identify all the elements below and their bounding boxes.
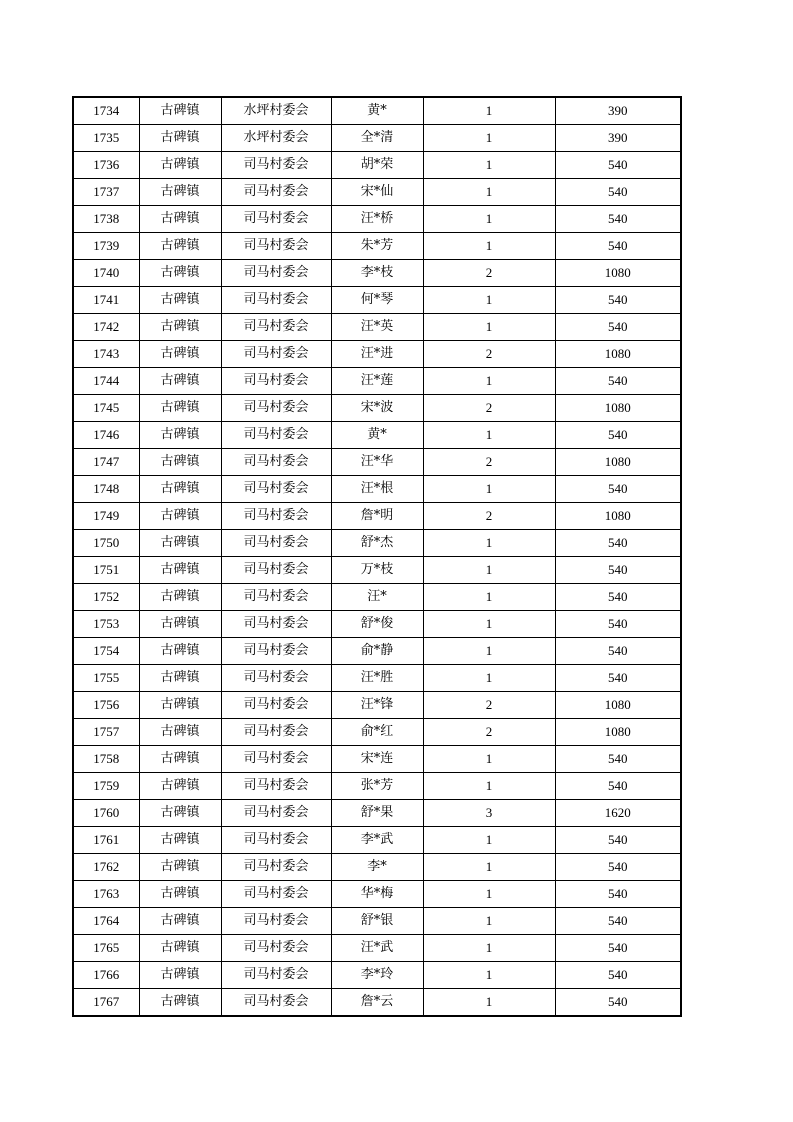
amount-cell: 540 [555, 422, 681, 449]
row-number-cell: 1764 [73, 908, 139, 935]
row-number-cell: 1747 [73, 449, 139, 476]
town-cell: 古碑镇 [139, 125, 221, 152]
row-number-cell: 1759 [73, 773, 139, 800]
table-row [73, 395, 681, 422]
name-cell: 俞*红 [331, 719, 423, 746]
count-cell: 1 [423, 152, 555, 179]
amount-cell: 540 [555, 287, 681, 314]
row-number-cell: 1753 [73, 611, 139, 638]
count-cell: 1 [423, 368, 555, 395]
table-row [73, 773, 681, 800]
count-cell: 1 [423, 179, 555, 206]
town-cell: 古碑镇 [139, 854, 221, 881]
row-number-cell: 1736 [73, 152, 139, 179]
village-committee-cell: 水坪村委会 [221, 97, 331, 125]
count-cell: 1 [423, 827, 555, 854]
count-cell: 2 [423, 692, 555, 719]
amount-cell: 390 [555, 125, 681, 152]
table-row [73, 422, 681, 449]
table-row [73, 314, 681, 341]
village-committee-cell: 司马村委会 [221, 530, 331, 557]
count-cell: 1 [423, 881, 555, 908]
town-cell: 古碑镇 [139, 97, 221, 125]
village-committee-cell: 司马村委会 [221, 206, 331, 233]
name-cell: 汪* [331, 584, 423, 611]
town-cell: 古碑镇 [139, 557, 221, 584]
table-row [73, 800, 681, 827]
count-cell: 2 [423, 341, 555, 368]
name-cell: 汪*根 [331, 476, 423, 503]
amount-cell: 1080 [555, 719, 681, 746]
town-cell: 古碑镇 [139, 692, 221, 719]
row-number-cell: 1745 [73, 395, 139, 422]
count-cell: 1 [423, 638, 555, 665]
count-cell: 2 [423, 449, 555, 476]
count-cell: 1 [423, 746, 555, 773]
row-number-cell: 1762 [73, 854, 139, 881]
table-row [73, 665, 681, 692]
amount-cell: 540 [555, 773, 681, 800]
town-cell: 古碑镇 [139, 611, 221, 638]
table-row [73, 287, 681, 314]
table-row [73, 179, 681, 206]
village-committee-cell: 司马村委会 [221, 989, 331, 1017]
name-cell: 汪*桥 [331, 206, 423, 233]
count-cell: 2 [423, 395, 555, 422]
village-committee-cell: 司马村委会 [221, 908, 331, 935]
town-cell: 古碑镇 [139, 233, 221, 260]
row-number-cell: 1758 [73, 746, 139, 773]
amount-cell: 540 [555, 530, 681, 557]
name-cell: 胡*荣 [331, 152, 423, 179]
table-row [73, 557, 681, 584]
amount-cell: 540 [555, 476, 681, 503]
amount-cell: 540 [555, 881, 681, 908]
town-cell: 古碑镇 [139, 368, 221, 395]
amount-cell: 540 [555, 665, 681, 692]
table-row [73, 368, 681, 395]
row-number-cell: 1767 [73, 989, 139, 1017]
village-committee-cell: 水坪村委会 [221, 125, 331, 152]
town-cell: 古碑镇 [139, 260, 221, 287]
amount-cell: 1080 [555, 692, 681, 719]
village-committee-cell: 司马村委会 [221, 611, 331, 638]
table-row [73, 746, 681, 773]
village-committee-cell: 司马村委会 [221, 584, 331, 611]
name-cell: 黄* [331, 422, 423, 449]
count-cell: 1 [423, 773, 555, 800]
count-cell: 1 [423, 854, 555, 881]
name-cell: 汪*莲 [331, 368, 423, 395]
village-committee-cell: 司马村委会 [221, 557, 331, 584]
count-cell: 1 [423, 557, 555, 584]
count-cell: 1 [423, 962, 555, 989]
count-cell: 1 [423, 233, 555, 260]
row-number-cell: 1749 [73, 503, 139, 530]
name-cell: 汪*英 [331, 314, 423, 341]
name-cell: 朱*芳 [331, 233, 423, 260]
row-number-cell: 1737 [73, 179, 139, 206]
count-cell: 2 [423, 503, 555, 530]
amount-cell: 540 [555, 746, 681, 773]
row-number-cell: 1748 [73, 476, 139, 503]
town-cell: 古碑镇 [139, 665, 221, 692]
town-cell: 古碑镇 [139, 584, 221, 611]
count-cell: 1 [423, 97, 555, 125]
row-number-cell: 1766 [73, 962, 139, 989]
amount-cell: 540 [555, 908, 681, 935]
table-row [73, 854, 681, 881]
name-cell: 何*琴 [331, 287, 423, 314]
name-cell: 全*清 [331, 125, 423, 152]
table-row [73, 97, 681, 125]
village-committee-cell: 司马村委会 [221, 314, 331, 341]
name-cell: 汪*武 [331, 935, 423, 962]
table-row [73, 530, 681, 557]
name-cell: 李*玲 [331, 962, 423, 989]
village-committee-cell: 司马村委会 [221, 422, 331, 449]
row-number-cell: 1755 [73, 665, 139, 692]
name-cell: 俞*静 [331, 638, 423, 665]
count-cell: 3 [423, 800, 555, 827]
row-number-cell: 1739 [73, 233, 139, 260]
name-cell: 汪*华 [331, 449, 423, 476]
amount-cell: 540 [555, 935, 681, 962]
row-number-cell: 1742 [73, 314, 139, 341]
count-cell: 1 [423, 422, 555, 449]
row-number-cell: 1761 [73, 827, 139, 854]
name-cell: 万*枝 [331, 557, 423, 584]
table-row [73, 962, 681, 989]
count-cell: 1 [423, 287, 555, 314]
row-number-cell: 1746 [73, 422, 139, 449]
table-row [73, 503, 681, 530]
table-row [73, 476, 681, 503]
table-row [73, 449, 681, 476]
row-number-cell: 1735 [73, 125, 139, 152]
name-cell: 舒*杰 [331, 530, 423, 557]
village-committee-cell: 司马村委会 [221, 854, 331, 881]
amount-cell: 540 [555, 557, 681, 584]
amount-cell: 540 [555, 206, 681, 233]
row-number-cell: 1741 [73, 287, 139, 314]
row-number-cell: 1734 [73, 97, 139, 125]
row-number-cell: 1751 [73, 557, 139, 584]
table-row [73, 692, 681, 719]
town-cell: 古碑镇 [139, 800, 221, 827]
town-cell: 古碑镇 [139, 179, 221, 206]
row-number-cell: 1760 [73, 800, 139, 827]
name-cell: 宋*仙 [331, 179, 423, 206]
table-row [73, 125, 681, 152]
table-row [73, 206, 681, 233]
table-row [73, 989, 681, 1017]
count-cell: 1 [423, 665, 555, 692]
table-row [73, 260, 681, 287]
village-committee-cell: 司马村委会 [221, 935, 331, 962]
town-cell: 古碑镇 [139, 746, 221, 773]
name-cell: 李*枝 [331, 260, 423, 287]
count-cell: 1 [423, 125, 555, 152]
village-committee-cell: 司马村委会 [221, 746, 331, 773]
name-cell: 汪*胜 [331, 665, 423, 692]
row-number-cell: 1756 [73, 692, 139, 719]
amount-cell: 540 [555, 368, 681, 395]
amount-cell: 540 [555, 827, 681, 854]
town-cell: 古碑镇 [139, 773, 221, 800]
table-row [73, 881, 681, 908]
village-committee-cell: 司马村委会 [221, 503, 331, 530]
amount-cell: 540 [555, 611, 681, 638]
count-cell: 1 [423, 314, 555, 341]
name-cell: 汪*进 [331, 341, 423, 368]
count-cell: 1 [423, 476, 555, 503]
amount-cell: 1080 [555, 449, 681, 476]
row-number-cell: 1765 [73, 935, 139, 962]
town-cell: 古碑镇 [139, 503, 221, 530]
town-cell: 古碑镇 [139, 206, 221, 233]
count-cell: 1 [423, 611, 555, 638]
name-cell: 李*武 [331, 827, 423, 854]
town-cell: 古碑镇 [139, 908, 221, 935]
count-cell: 1 [423, 206, 555, 233]
town-cell: 古碑镇 [139, 719, 221, 746]
amount-cell: 1080 [555, 395, 681, 422]
village-committee-cell: 司马村委会 [221, 962, 331, 989]
count-cell: 1 [423, 935, 555, 962]
name-cell: 詹*云 [331, 989, 423, 1017]
amount-cell: 540 [555, 233, 681, 260]
count-cell: 1 [423, 530, 555, 557]
table-row [73, 935, 681, 962]
town-cell: 古碑镇 [139, 530, 221, 557]
amount-cell: 1080 [555, 260, 681, 287]
amount-cell: 540 [555, 314, 681, 341]
name-cell: 宋*连 [331, 746, 423, 773]
village-committee-cell: 司马村委会 [221, 341, 331, 368]
row-number-cell: 1754 [73, 638, 139, 665]
table-row [73, 341, 681, 368]
town-cell: 古碑镇 [139, 314, 221, 341]
amount-cell: 540 [555, 584, 681, 611]
name-cell: 舒*银 [331, 908, 423, 935]
village-committee-cell: 司马村委会 [221, 233, 331, 260]
village-committee-cell: 司马村委会 [221, 638, 331, 665]
village-committee-cell: 司马村委会 [221, 800, 331, 827]
town-cell: 古碑镇 [139, 638, 221, 665]
town-cell: 古碑镇 [139, 422, 221, 449]
name-cell: 华*梅 [331, 881, 423, 908]
name-cell: 汪*锋 [331, 692, 423, 719]
amount-cell: 540 [555, 989, 681, 1017]
town-cell: 古碑镇 [139, 476, 221, 503]
count-cell: 1 [423, 584, 555, 611]
amount-cell: 540 [555, 638, 681, 665]
town-cell: 古碑镇 [139, 449, 221, 476]
village-committee-cell: 司马村委会 [221, 179, 331, 206]
village-committee-cell: 司马村委会 [221, 665, 331, 692]
row-number-cell: 1740 [73, 260, 139, 287]
name-cell: 舒*果 [331, 800, 423, 827]
table-row [73, 584, 681, 611]
name-cell: 黄* [331, 97, 423, 125]
town-cell: 古碑镇 [139, 395, 221, 422]
amount-cell: 1080 [555, 341, 681, 368]
town-cell: 古碑镇 [139, 962, 221, 989]
roster-table [72, 96, 682, 1017]
village-committee-cell: 司马村委会 [221, 881, 331, 908]
amount-cell: 1620 [555, 800, 681, 827]
table-row [73, 719, 681, 746]
amount-cell: 540 [555, 854, 681, 881]
village-committee-cell: 司马村委会 [221, 260, 331, 287]
amount-cell: 1080 [555, 503, 681, 530]
amount-cell: 540 [555, 179, 681, 206]
row-number-cell: 1743 [73, 341, 139, 368]
amount-cell: 540 [555, 962, 681, 989]
table-row [73, 233, 681, 260]
village-committee-cell: 司马村委会 [221, 449, 331, 476]
count-cell: 2 [423, 260, 555, 287]
name-cell: 李* [331, 854, 423, 881]
amount-cell: 390 [555, 97, 681, 125]
count-cell: 2 [423, 719, 555, 746]
town-cell: 古碑镇 [139, 989, 221, 1017]
table-row [73, 827, 681, 854]
roster-table-body [73, 97, 681, 1016]
town-cell: 古碑镇 [139, 881, 221, 908]
name-cell: 詹*明 [331, 503, 423, 530]
amount-cell: 540 [555, 152, 681, 179]
village-committee-cell: 司马村委会 [221, 395, 331, 422]
town-cell: 古碑镇 [139, 152, 221, 179]
village-committee-cell: 司马村委会 [221, 692, 331, 719]
town-cell: 古碑镇 [139, 935, 221, 962]
table-row [73, 152, 681, 179]
name-cell: 宋*波 [331, 395, 423, 422]
village-committee-cell: 司马村委会 [221, 719, 331, 746]
name-cell: 张*芳 [331, 773, 423, 800]
row-number-cell: 1752 [73, 584, 139, 611]
row-number-cell: 1757 [73, 719, 139, 746]
village-committee-cell: 司马村委会 [221, 827, 331, 854]
town-cell: 古碑镇 [139, 341, 221, 368]
row-number-cell: 1744 [73, 368, 139, 395]
village-committee-cell: 司马村委会 [221, 773, 331, 800]
table-row [73, 611, 681, 638]
count-cell: 1 [423, 989, 555, 1017]
town-cell: 古碑镇 [139, 287, 221, 314]
village-committee-cell: 司马村委会 [221, 287, 331, 314]
table-row [73, 638, 681, 665]
table-row [73, 908, 681, 935]
row-number-cell: 1763 [73, 881, 139, 908]
row-number-cell: 1750 [73, 530, 139, 557]
village-committee-cell: 司马村委会 [221, 476, 331, 503]
name-cell: 舒*俊 [331, 611, 423, 638]
count-cell: 1 [423, 908, 555, 935]
town-cell: 古碑镇 [139, 827, 221, 854]
village-committee-cell: 司马村委会 [221, 152, 331, 179]
row-number-cell: 1738 [73, 206, 139, 233]
village-committee-cell: 司马村委会 [221, 368, 331, 395]
